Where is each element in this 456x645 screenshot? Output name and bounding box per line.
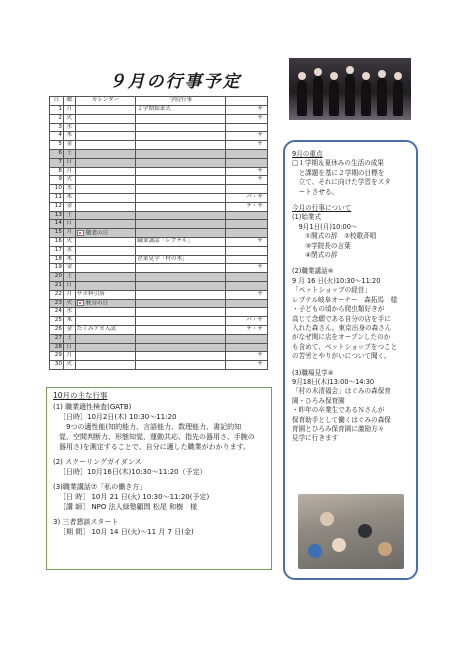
event-cell — [136, 264, 226, 273]
event-cell — [136, 193, 226, 202]
october-line: ［期 間］ 10月 14 日(火)～11 月 7 日(金) — [59, 528, 194, 536]
calendar-row — [50, 149, 268, 158]
calendar-cell — [75, 202, 136, 211]
day-cell: 10 — [50, 185, 64, 194]
october-line: 覚、空間判断力、形態知覚、運動共応、指先の器用さ、手腕の — [59, 433, 255, 441]
event3-line: 育園とひろみ保育園に激励方々 — [292, 424, 385, 433]
october-line: ［日時］10月2日(木) 10:30～11:20 — [59, 413, 177, 421]
event-cell — [136, 334, 226, 343]
focus-line: と課題を基に２学期の目標を — [292, 168, 385, 177]
calendar-row — [50, 167, 268, 176]
event-cell — [136, 229, 226, 238]
focus-heading: 9月の重点 — [292, 150, 323, 158]
calendar-row — [50, 281, 268, 290]
day-cell: 15 — [50, 229, 64, 238]
event-cell — [136, 202, 226, 211]
mark-cell — [226, 229, 268, 238]
mark-cell — [226, 343, 268, 352]
mark-cell: サ — [226, 237, 268, 246]
weekday-cell: 木 — [63, 317, 75, 326]
calendar-row — [50, 193, 268, 202]
nursery-photo — [298, 494, 404, 569]
event3-line: (3)職場見学④ — [292, 368, 334, 377]
day-cell: 22 — [50, 290, 64, 299]
focus-line: ートさせる。 — [292, 187, 339, 196]
calendar-cell — [75, 167, 136, 176]
mark-cell — [226, 299, 268, 308]
day-cell: 11 — [50, 193, 64, 202]
col-mark — [226, 97, 268, 106]
weekday-cell: 水 — [63, 123, 75, 132]
calendar-cell — [75, 185, 136, 194]
event-cell: 企業見学「村の木」 — [136, 255, 226, 264]
calendar-cell — [75, 158, 136, 167]
day-cell: 9 — [50, 176, 64, 185]
event-cell: ２学期始業式 — [136, 106, 226, 115]
event-cell — [136, 176, 226, 185]
day-cell: 19 — [50, 264, 64, 273]
calendar-cell — [75, 211, 136, 220]
mark-cell: サ — [226, 361, 268, 370]
event1-line: ①開式の辞 ②校歌斉唱 — [292, 232, 377, 241]
event1-line: ③学院長の言葉 — [292, 241, 351, 250]
event1-line: ④閉式の辞 — [292, 251, 338, 260]
event3-line: 9月18日(木)13:00～14:30 — [292, 377, 375, 386]
mark-cell — [226, 149, 268, 158]
calendar-row — [50, 246, 268, 255]
event2-line: 入れた森さん。東京出身の森さん — [292, 323, 392, 332]
calendar-row — [50, 334, 268, 343]
mark-cell: サ — [226, 176, 268, 185]
september-calendar — [49, 96, 268, 370]
event-cell — [136, 141, 226, 150]
mark-cell — [226, 123, 268, 132]
calendar-row — [50, 211, 268, 220]
weekday-cell: 金 — [63, 325, 75, 334]
october-line: 9つの適性能(知的能力、言語能力、数理能力、書記的知 — [59, 423, 242, 431]
weekday-cell: 月 — [63, 167, 75, 176]
calendar-cell — [75, 334, 136, 343]
day-cell: 16 — [50, 237, 64, 246]
day-cell: 26 — [50, 325, 64, 334]
event-cell — [136, 246, 226, 255]
calendar-cell — [75, 352, 136, 361]
calendar-row — [50, 352, 268, 361]
calendar-row — [50, 264, 268, 273]
event3-line: ・昨年の卒業生であるＮさんが — [292, 406, 385, 415]
calendar-note: 敬老の日 — [85, 230, 109, 236]
mark-cell: サ — [226, 264, 268, 273]
mark-cell — [226, 273, 268, 282]
focus-line: 立て、それに向けた学習をスタ — [292, 178, 391, 187]
event-cell — [136, 220, 226, 229]
calendar-row — [50, 237, 268, 246]
october-line: (3)職業講話⑦「私の働き方」 — [53, 483, 147, 491]
calendar-cell — [75, 229, 136, 238]
weekday-cell: 土 — [63, 149, 75, 158]
mark-cell: サ — [226, 290, 268, 299]
mark-cell: サ — [226, 132, 268, 141]
october-events-box — [46, 387, 272, 570]
calendar-row — [50, 220, 268, 229]
calendar-cell — [75, 343, 136, 352]
calendar-row — [50, 202, 268, 211]
calendar-note: 秋分の日 — [85, 300, 109, 307]
day-cell: 25 — [50, 317, 64, 326]
calendar-cell — [75, 220, 136, 229]
event-cell — [136, 325, 226, 334]
calendar-row — [50, 158, 268, 167]
day-cell: 2 — [50, 114, 64, 123]
mark-cell: サ — [226, 141, 268, 150]
weekday-cell: 日 — [63, 220, 75, 229]
mark-cell: サ — [226, 106, 268, 115]
event-cell — [136, 158, 226, 167]
mark-cell — [226, 220, 268, 229]
day-cell: 6 — [50, 149, 64, 158]
event-cell — [136, 211, 226, 220]
weekday-cell: 土 — [63, 211, 75, 220]
calendar-row — [50, 317, 268, 326]
calendar-row — [50, 299, 268, 308]
events-heading: 今月の行事について — [292, 204, 352, 213]
col-calendar: カレンダー — [75, 97, 136, 106]
event2-line: (2)職業講話⑥ — [292, 267, 334, 276]
calendar-row — [50, 132, 268, 141]
day-cell: 27 — [50, 334, 64, 343]
event2-line: ・子どもの頃から爬虫類好きが — [292, 305, 385, 314]
event2-line: 高じて念願である自分の店を手に — [292, 314, 391, 323]
weekday-cell: 月 — [63, 229, 75, 238]
weekday-cell: 金 — [63, 264, 75, 273]
event-cell — [136, 167, 226, 176]
calendar-row — [50, 114, 268, 123]
event3-line: 「村の木清福会」はぐみの森保育 — [292, 387, 391, 396]
event-cell — [136, 343, 226, 352]
day-cell: 23 — [50, 299, 64, 308]
weekday-cell: 金 — [63, 202, 75, 211]
day-cell: 5 — [50, 141, 64, 150]
focus-line: □１学期＆夏休みの生活の成果 — [292, 159, 384, 168]
event-cell — [136, 290, 226, 299]
october-line: ［日 時］ 10月 21 日(火) 10:30～11:20(予定) — [59, 493, 210, 501]
event3-line: 保育助手として働くはぐみの森保 — [292, 415, 391, 424]
day-cell: 13 — [50, 211, 64, 220]
flag-icon — [77, 230, 84, 236]
event2-line: も含めて、ペットショップをつこと — [292, 342, 398, 351]
calendar-cell — [75, 237, 136, 246]
weekday-cell: 木 — [63, 132, 75, 141]
weekday-cell: 木 — [63, 193, 75, 202]
event-cell — [136, 132, 226, 141]
calendar-row — [50, 308, 268, 317]
flag-icon — [77, 300, 84, 306]
calendar-row — [50, 229, 268, 238]
calendar-row — [50, 123, 268, 132]
day-cell: 1 — [50, 106, 64, 115]
event2-line: レプテル岐阜オーナー 森拓馬 様 — [292, 295, 398, 304]
event3-line: 見学に行きます — [292, 434, 339, 443]
mark-cell: テ・サ — [226, 325, 268, 334]
mark-cell: サ — [226, 352, 268, 361]
weekday-cell: 日 — [63, 281, 75, 290]
event-cell — [136, 273, 226, 282]
weekday-cell: 土 — [63, 334, 75, 343]
event-cell — [136, 317, 226, 326]
day-cell: 8 — [50, 167, 64, 176]
event-cell: 職業講話「レプテル」 — [136, 237, 226, 246]
weekday-cell: 月 — [63, 290, 75, 299]
weekday-cell: 月 — [63, 352, 75, 361]
event2-line: 9 月 16 日(火)10:30～11:20 — [292, 276, 381, 285]
calendar-row — [50, 290, 268, 299]
calendar-row — [50, 361, 268, 370]
october-line: (2) スクーリングガイダンス — [53, 458, 142, 466]
calendar-cell — [75, 255, 136, 264]
event1-line: (1)始業式 — [292, 213, 322, 222]
calendar-cell — [75, 141, 136, 150]
calendar-row — [50, 176, 268, 185]
calendar-cell — [75, 123, 136, 132]
weekday-cell: 木 — [63, 255, 75, 264]
calendar-cell: サポ料引落 — [75, 290, 136, 299]
calendar-cell — [75, 273, 136, 282]
calendar-cell — [75, 106, 136, 115]
day-cell: 4 — [50, 132, 64, 141]
day-cell: 14 — [50, 220, 64, 229]
event2-line: の苦労とやりがいについて聞く。 — [292, 352, 391, 361]
calendar-cell — [75, 361, 136, 370]
event-cell — [136, 308, 226, 317]
weekday-cell: 日 — [63, 158, 75, 167]
calendar-row — [50, 141, 268, 150]
mark-cell — [226, 308, 268, 317]
calendar-cell — [75, 114, 136, 123]
october-line: (1) 職業適性検査(GATB) — [53, 403, 132, 411]
mark-cell: サ — [226, 114, 268, 123]
october-heading: 10月の主な行事 — [53, 391, 108, 400]
mark-cell — [226, 255, 268, 264]
day-cell: 7 — [50, 158, 64, 167]
day-cell: 17 — [50, 246, 64, 255]
weekday-cell: 火 — [63, 237, 75, 246]
calendar-row — [50, 255, 268, 264]
day-cell: 18 — [50, 255, 64, 264]
event-cell — [136, 361, 226, 370]
mark-cell: パ・サ — [226, 317, 268, 326]
header-photo — [289, 58, 411, 120]
calendar-cell — [75, 308, 136, 317]
mark-cell — [226, 281, 268, 290]
day-cell: 12 — [50, 202, 64, 211]
weekday-cell: 金 — [63, 141, 75, 150]
calendar-cell: たくみアカ入試 — [75, 325, 136, 334]
day-cell: 21 — [50, 281, 64, 290]
weekday-cell: 火 — [63, 176, 75, 185]
weekday-cell: 土 — [63, 273, 75, 282]
calendar-row — [50, 343, 268, 352]
calendar-header-row — [50, 97, 268, 106]
weekday-cell: 月 — [63, 106, 75, 115]
col-weekday: 曜 — [63, 97, 75, 106]
calendar-row — [50, 325, 268, 334]
event-cell — [136, 114, 226, 123]
calendar-cell — [75, 193, 136, 202]
day-cell: 29 — [50, 352, 64, 361]
calendar-row — [50, 273, 268, 282]
col-event: 学院行事 — [136, 97, 226, 106]
calendar-cell — [75, 299, 136, 308]
october-line: ［日時］10月16日(木)10:30～11:20（予定） — [59, 468, 207, 476]
calendar-row — [50, 185, 268, 194]
weekday-cell: 水 — [63, 185, 75, 194]
mark-cell — [226, 334, 268, 343]
october-line: 3) 三者懇談スタート — [53, 518, 119, 526]
event1-line: 9月1日(月)10:00～ — [292, 222, 358, 231]
calendar-cell — [75, 317, 136, 326]
mark-cell — [226, 185, 268, 194]
mark-cell: サ — [226, 167, 268, 176]
calendar-cell — [75, 176, 136, 185]
event-cell — [136, 281, 226, 290]
event-cell — [136, 123, 226, 132]
weekday-cell: 火 — [63, 299, 75, 308]
calendar-row — [50, 106, 268, 115]
calendar-cell — [75, 281, 136, 290]
page-title: ９月の行事予定 — [108, 72, 242, 92]
october-line: ［講 師］ NPO 法人緑塾顧問 松尾 和樹 様 — [59, 503, 198, 511]
weekday-cell: 水 — [63, 308, 75, 317]
october-line: 器用さ)を測定することで、自分に適した職業がわかります。 — [59, 443, 251, 451]
weekday-cell: 火 — [63, 114, 75, 123]
mark-cell: パ・サ — [226, 193, 268, 202]
weekday-cell: 日 — [63, 343, 75, 352]
day-cell: 30 — [50, 361, 64, 370]
mark-cell — [226, 211, 268, 220]
event2-line: 「ペットショップの経営」 — [292, 286, 371, 295]
weekday-cell: 火 — [63, 361, 75, 370]
day-cell: 3 — [50, 123, 64, 132]
mark-cell — [226, 246, 268, 255]
event3-line: 園・ひろみ保育園 — [292, 396, 345, 405]
event-cell — [136, 185, 226, 194]
col-day: 日 — [50, 97, 64, 106]
day-cell: 28 — [50, 343, 64, 352]
mark-cell — [226, 158, 268, 167]
calendar-cell — [75, 132, 136, 141]
calendar-cell — [75, 246, 136, 255]
calendar-cell — [75, 149, 136, 158]
event-cell — [136, 352, 226, 361]
event-cell — [136, 299, 226, 308]
mark-cell: テ・サ — [226, 202, 268, 211]
weekday-cell: 水 — [63, 246, 75, 255]
calendar-cell — [75, 264, 136, 273]
event2-line: がなぜ関に店をオープンしたのか — [292, 333, 391, 342]
day-cell: 20 — [50, 273, 64, 282]
day-cell: 24 — [50, 308, 64, 317]
event-cell — [136, 149, 226, 158]
